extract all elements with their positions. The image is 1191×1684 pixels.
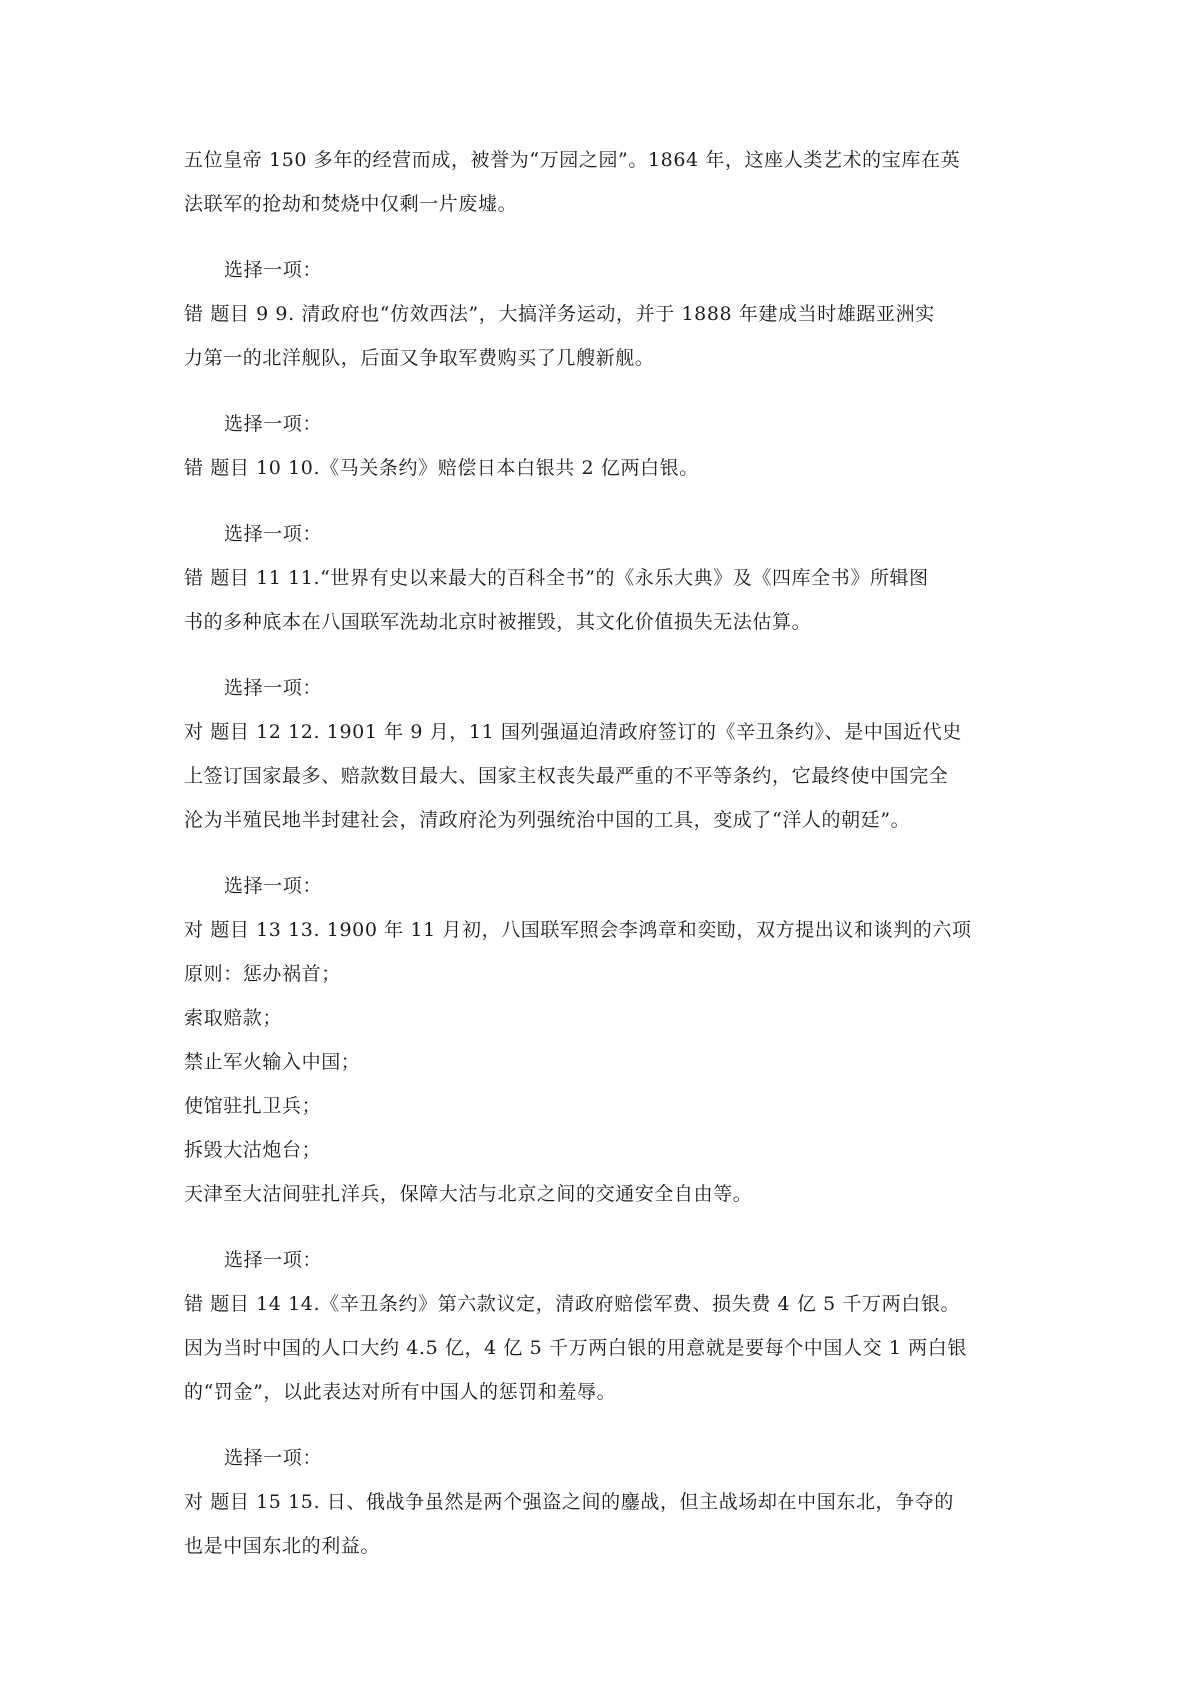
- question-block: [184, 512, 1010, 644]
- question-text-line: 错 题目 11 11.“世界有史以来最大的百科全书”的《永乐大典》及《四库全书》所辑图: [184, 567, 929, 589]
- question-text-line: 拆毁大沽炮台；: [184, 1139, 322, 1161]
- question-block: [184, 248, 1010, 380]
- question-text-line: 错 题目 10 10.《马关条约》赔偿日本白银共 2 亿两白银。: [184, 457, 699, 479]
- choice-prompt: 选择一项：: [224, 259, 323, 281]
- choice-prompt: 选择一项：: [224, 1249, 323, 1271]
- document-page: [184, 138, 1010, 1568]
- choice-prompt: 选择一项：: [224, 413, 323, 435]
- question-text-line: 索取赔款；: [184, 1007, 283, 1029]
- question-block: [184, 666, 1010, 842]
- question-text-line: 的“罚金”，以此表达对所有中国人的惩罚和羞辱。: [184, 1381, 617, 1403]
- question-text-line: 因为当时中国的人口大约 4.5 亿，4 亿 5 千万两白银的用意就是要每个中国人交 1 两白银: [184, 1337, 967, 1359]
- question-text-line: 使馆驻扎卫兵；: [184, 1095, 322, 1117]
- choice-prompt: 选择一项：: [224, 523, 323, 545]
- body-text-line: 五位皇帝 150 多年的经营而成，被誉为“万园之园”。1864 年，这座人类艺术的宝库在英: [184, 149, 961, 171]
- question-block: [184, 864, 1010, 1216]
- question-text-line: 也是中国东北的利益。: [184, 1535, 381, 1557]
- choice-prompt: 选择一项：: [224, 875, 323, 897]
- question-text-line: 上签订国家最多、赔款数目最大、国家主权丧失最严重的不平等条约，它最终使中国完全: [184, 765, 949, 787]
- question-text-line: 对 题目 15 15. 日、俄战争虽然是两个强盗之间的鏖战，但主战场却在中国东北，争夺的: [184, 1491, 954, 1513]
- question-text-line: 错 题目 9 9. 清政府也“仿效西法”，大搞洋务运动，并于 1888 年建成当时雄踞亚洲实: [184, 303, 935, 325]
- question-block: [184, 138, 1010, 226]
- question-text-line: 书的多种底本在八国联军洗劫北京时被摧毁，其文化价值损失无法估算。: [184, 611, 812, 633]
- question-block: [184, 1238, 1010, 1414]
- question-block: [184, 1436, 1010, 1568]
- question-text-line: 对 题目 12 12. 1901 年 9 月，11 国列强逼迫清政府签订的《辛丑条约》、是中国近代史: [184, 721, 962, 743]
- question-text-line: 禁止军火输入中国；: [184, 1051, 361, 1073]
- question-text-line: 沦为半殖民地半封建社会，清政府沦为列强统治中国的工具，变成了“洋人的朝廷”。: [184, 809, 911, 831]
- body-text-line: 法联军的抢劫和焚烧中仅剩一片废墟。: [184, 193, 518, 215]
- question-text-line: 天津至大沽间驻扎洋兵，保障大沽与北京之间的交通安全自由等。: [184, 1183, 753, 1205]
- question-text-line: 错 题目 14 14.《辛丑条约》第六款议定，清政府赔偿军费、损失费 4 亿 5 千万两白银。: [184, 1293, 961, 1315]
- question-text-line: 原则：惩办祸首；: [184, 963, 341, 985]
- choice-prompt: 选择一项：: [224, 1447, 323, 1469]
- question-text-line: 力第一的北洋舰队，后面又争取军费购买了几艘新舰。: [184, 347, 655, 369]
- question-text-line: 对 题目 13 13. 1900 年 11 月初，八国联军照会李鸿章和奕劻，双方提出议和谈判的六项: [184, 919, 972, 941]
- choice-prompt: 选择一项：: [224, 677, 323, 699]
- question-block: [184, 402, 1010, 490]
